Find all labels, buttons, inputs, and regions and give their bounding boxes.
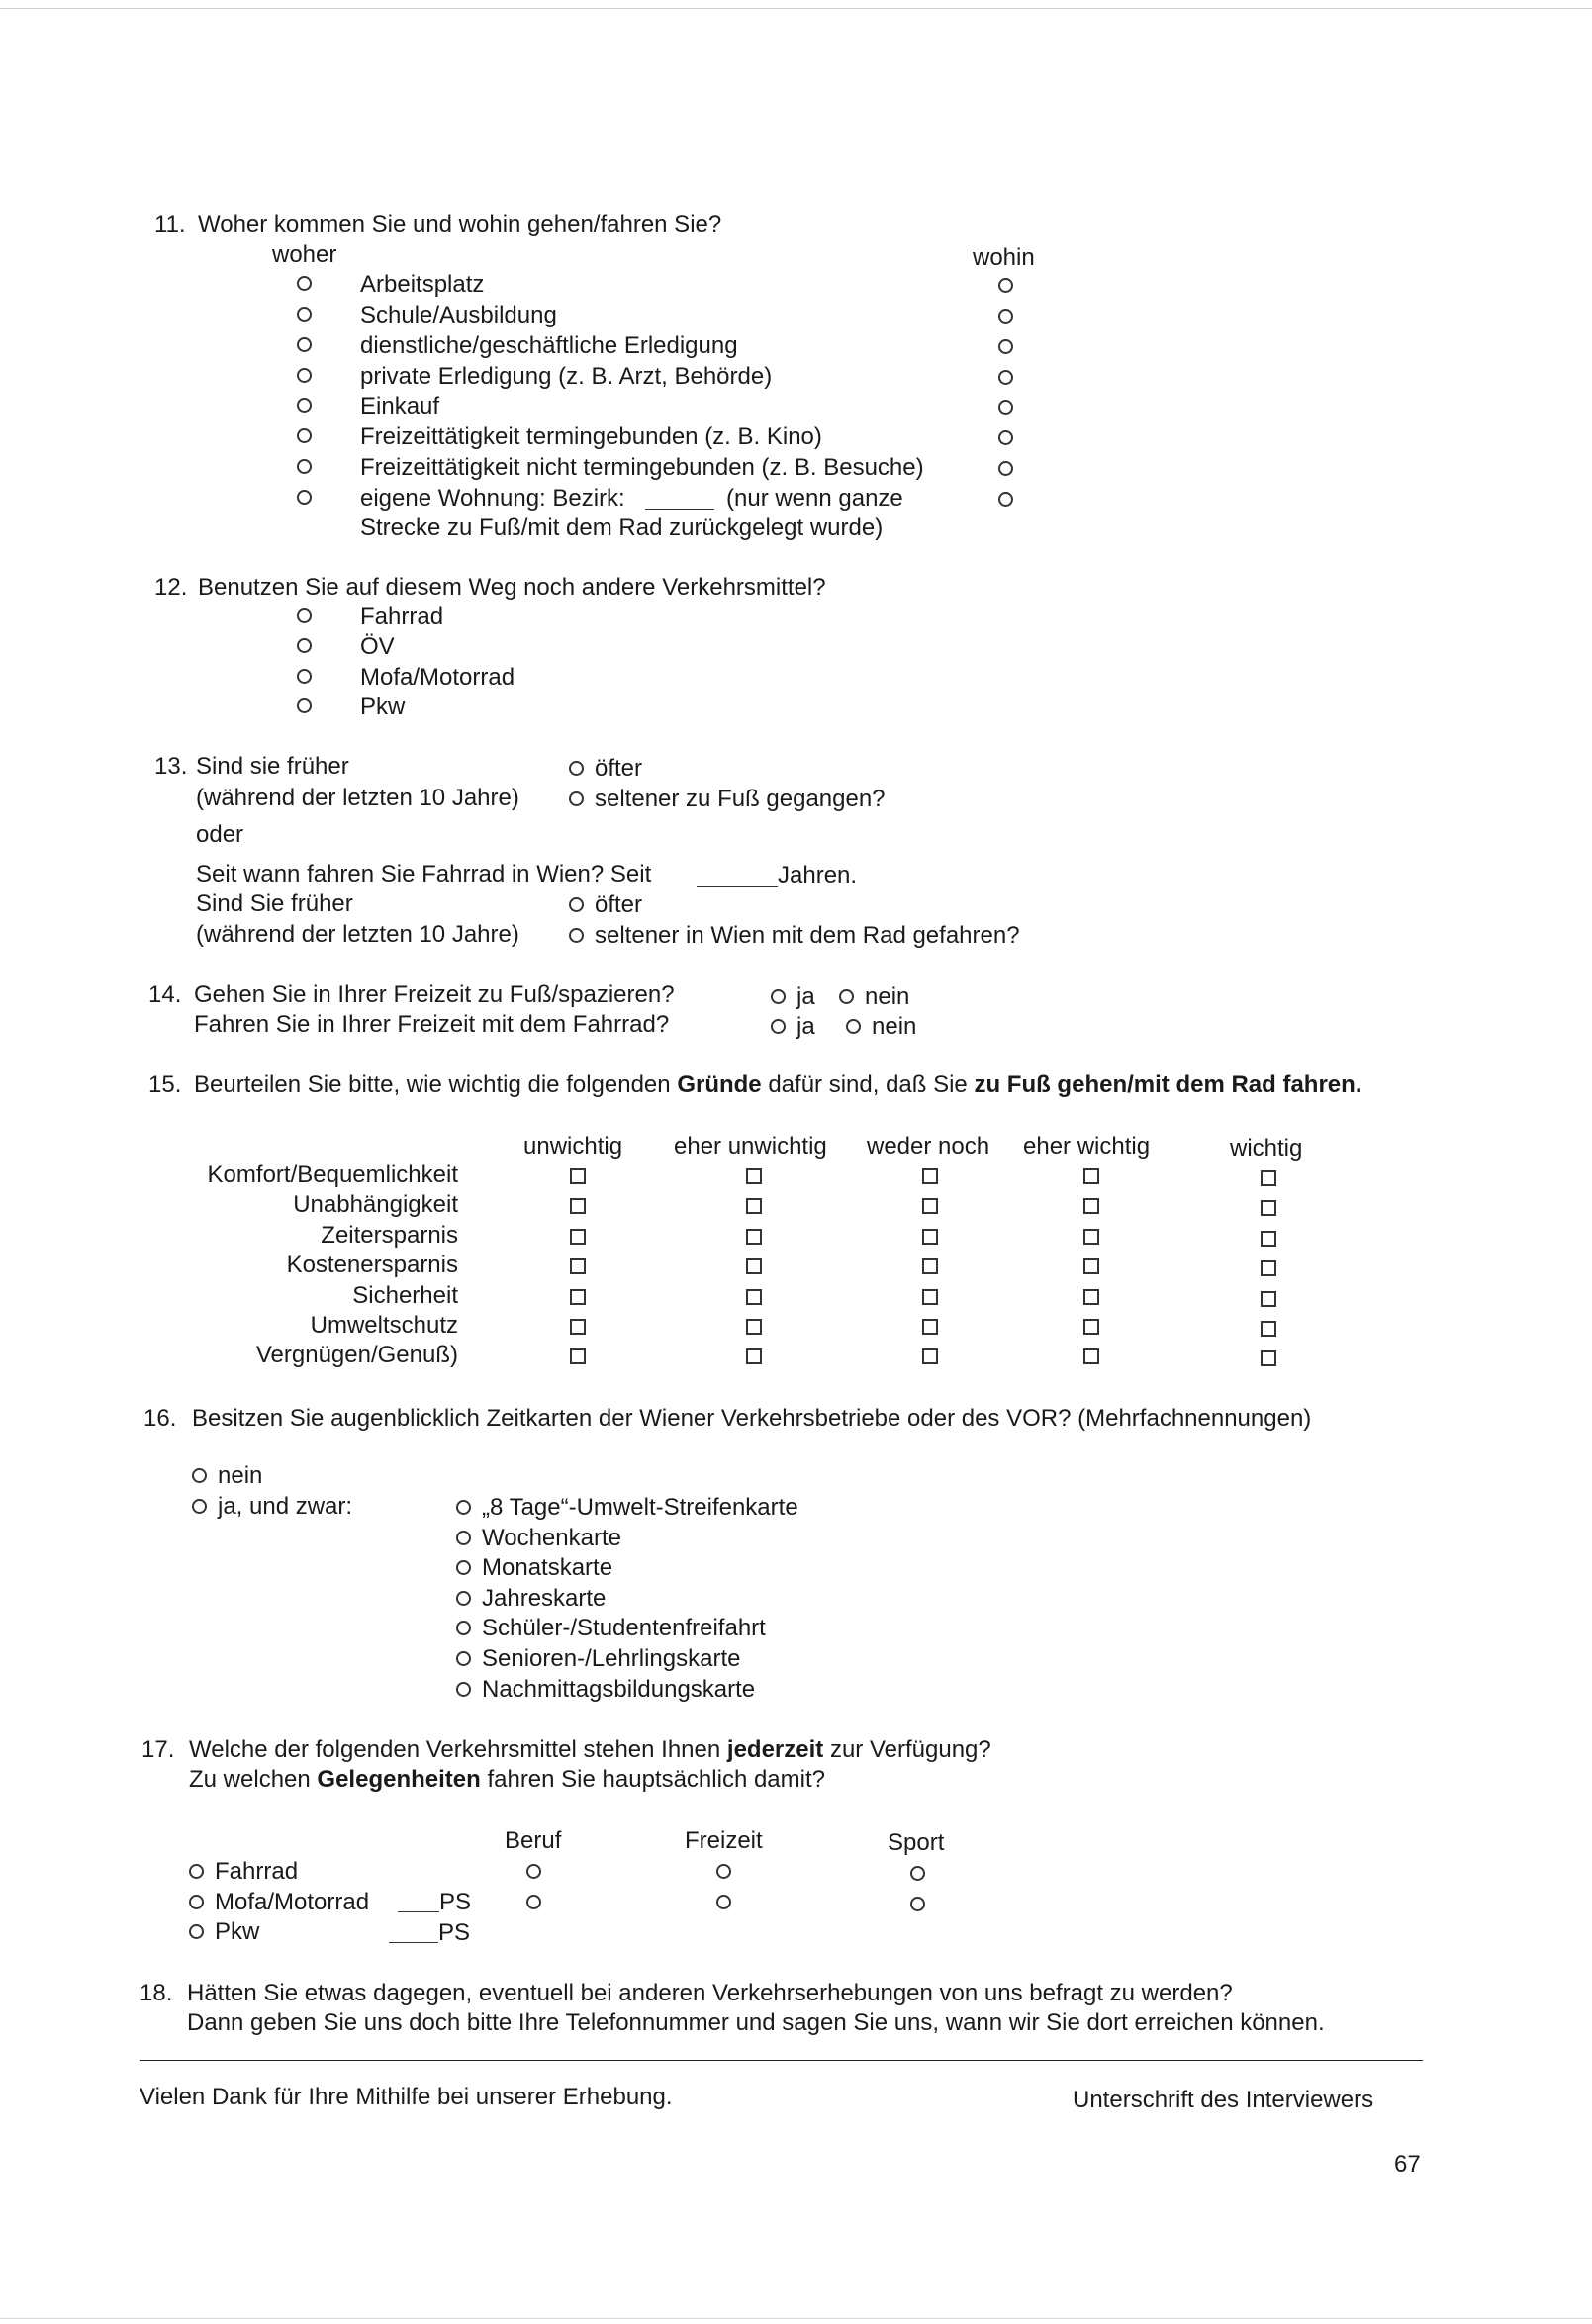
q15-rating-checkbox[interactable]	[922, 1289, 938, 1305]
q18-answer-line[interactable]	[140, 2060, 1423, 2061]
q13-bike-often-radio[interactable]	[569, 897, 584, 912]
q15-rating-checkbox[interactable]	[1261, 1321, 1276, 1337]
q15-row-label: Unabhängigkeit	[293, 1191, 458, 1218]
q14-yes-label: ja	[796, 983, 815, 1010]
q17-col-label: Beruf	[505, 1827, 562, 1854]
q11-from-radio[interactable]	[297, 368, 312, 383]
q11-home-note: (nur wenn ganze	[726, 485, 903, 511]
q12-option-label: Mofa/Motorrad	[360, 664, 515, 691]
q12-option-label: ÖV	[360, 633, 395, 660]
q15-rating-checkbox[interactable]	[922, 1319, 938, 1335]
q11-option-label: dienstliche/geschäftliche Erledigung	[360, 332, 738, 359]
q12-radio[interactable]	[297, 638, 312, 653]
q17-vehicle-radio[interactable]	[189, 1924, 204, 1939]
q15-rating-checkbox[interactable]	[570, 1168, 586, 1184]
q15-rating-checkbox[interactable]	[922, 1198, 938, 1214]
q15-scale-label: eher unwichtig	[674, 1133, 827, 1160]
q15-rating-checkbox[interactable]	[922, 1348, 938, 1364]
q11-col-woher: woher	[272, 241, 337, 268]
signature-label: Unterschrift des Interviewers	[1073, 2087, 1374, 2113]
q13-years-label: Jahren.	[778, 862, 858, 888]
q13-walk-often-radio[interactable]	[569, 761, 584, 776]
q13-rare-bike-label: seltener in Wien mit dem Rad gefahren?	[595, 922, 1020, 949]
q12-title: Benutzen Sie auf diesem Weg noch andere Verkehrsmittel?	[198, 574, 826, 601]
q11-option-label: private Erledigung (z. B. Arzt, Behörde)	[360, 363, 773, 390]
q16-ticket-radio[interactable]	[456, 1560, 471, 1575]
q12-option-label: Pkw	[360, 694, 406, 720]
q15-rating-checkbox[interactable]	[1083, 1229, 1099, 1245]
q15-rating-checkbox[interactable]	[746, 1348, 762, 1364]
q16-ticket-radio[interactable]	[456, 1591, 471, 1606]
q16-ticket-radio[interactable]	[456, 1621, 471, 1635]
page-number: 67	[1394, 2151, 1421, 2178]
scan-edge-bottom	[0, 2318, 1592, 2319]
q11-from-radio[interactable]	[297, 490, 312, 505]
q15-rating-checkbox[interactable]	[1083, 1319, 1099, 1335]
q11-number: 11.	[154, 211, 186, 237]
q11-from-radio[interactable]	[297, 337, 312, 352]
q17-ps-blank[interactable]	[389, 1942, 438, 1943]
q15-rating-checkbox[interactable]	[922, 1229, 938, 1245]
q11-option-label: Arbeitsplatz	[360, 271, 485, 298]
q16-ticket-label: Wochenkarte	[482, 1525, 621, 1551]
q13-bike-rare-radio[interactable]	[569, 928, 584, 943]
scan-edge-top	[0, 8, 1592, 9]
q15-number: 15.	[148, 1071, 182, 1098]
q16-no-radio[interactable]	[192, 1468, 207, 1483]
q17-occasion-radio[interactable]	[910, 1866, 925, 1881]
q11-from-radio[interactable]	[297, 398, 312, 413]
q17-occasion-radio[interactable]	[716, 1864, 731, 1879]
q18-line1: Hätten Sie etwas dagegen, eventuell bei anderen Verkehrserhebungen von uns befragt zu werden?	[187, 1980, 1233, 2006]
q17-vehicle-label: Fahrrad	[215, 1858, 299, 1885]
q13-often-label: öfter	[595, 755, 643, 782]
q15-rating-checkbox[interactable]	[1261, 1231, 1276, 1247]
q12-number: 12.	[154, 574, 188, 601]
q13-rare-walk-label: seltener zu Fuß gegangen?	[595, 786, 886, 812]
q15-rating-checkbox[interactable]	[570, 1258, 586, 1274]
q11-option-label: Freizeittätigkeit nicht termingebunden (z. B. Besuche)	[360, 454, 924, 481]
q14-walk-no-radio[interactable]	[839, 989, 854, 1004]
q12-radio[interactable]	[297, 669, 312, 684]
q15-rating-checkbox[interactable]	[570, 1289, 586, 1305]
q11-from-radio[interactable]	[297, 307, 312, 322]
q17-ps-label: PS	[438, 1919, 471, 1946]
q11-from-radio[interactable]	[297, 428, 312, 443]
q15-rating-checkbox[interactable]	[1261, 1200, 1276, 1216]
q15-rating-checkbox[interactable]	[1083, 1258, 1099, 1274]
q14-bike-question: Fahren Sie in Ihrer Freizeit mit dem Fahrrad?	[194, 1011, 670, 1038]
q11-option-label: Freizeittätigkeit termingebunden (z. B. Kino)	[360, 423, 822, 450]
q15-scale-label: unwichtig	[523, 1133, 623, 1160]
q14-walk-yes-radio[interactable]	[771, 989, 786, 1004]
q14-yes-label: ja	[796, 1013, 815, 1040]
q17-occasion-radio[interactable]	[526, 1864, 541, 1879]
q11-from-radio[interactable]	[297, 276, 312, 291]
q15-scale-label: eher wichtig	[1023, 1133, 1151, 1160]
q11-home-note-2: Strecke zu Fuß/mit dem Rad zurückgelegt wurde)	[360, 514, 884, 541]
q13-years-blank[interactable]	[697, 886, 778, 887]
q11-col-wohin: wohin	[973, 244, 1035, 271]
q13-oder: oder	[196, 821, 244, 848]
q13-line3: Sind Sie früher	[196, 890, 353, 917]
q15-rating-checkbox[interactable]	[1083, 1289, 1099, 1305]
q16-ticket-label: Jahreskarte	[482, 1585, 607, 1612]
q14-no-label: nein	[872, 1013, 917, 1040]
q11-to-radio[interactable]	[998, 492, 1013, 507]
q11-option-label: Einkauf	[360, 393, 440, 419]
q11-to-radio[interactable]	[998, 309, 1013, 324]
q16-ticket-radio[interactable]	[456, 1500, 471, 1515]
q15-row-label: Zeitersparnis	[321, 1222, 458, 1249]
q16-ticket-label: „8 Tage“-Umwelt-Streifenkarte	[482, 1494, 798, 1521]
q15-rating-checkbox[interactable]	[746, 1258, 762, 1274]
q11-to-radio[interactable]	[998, 278, 1013, 293]
q12-option-label: Fahrrad	[360, 604, 444, 630]
q16-number: 16.	[143, 1405, 177, 1432]
q16-ticket-label: Senioren-/Lehrlingskarte	[482, 1645, 741, 1672]
q13-since-question: Seit wann fahren Sie Fahrrad in Wien? Seit	[196, 861, 652, 887]
q11-to-radio[interactable]	[998, 339, 1013, 354]
q15-row-label: Sicherheit	[352, 1282, 458, 1309]
q11-to-radio[interactable]	[998, 461, 1013, 476]
q17-vehicle-label: Mofa/Motorrad	[215, 1889, 370, 1915]
q15-title: Beurteilen Sie bitte, wie wichtig die folgenden Gründe dafür sind, daß Sie zu Fuß gehen/mit dem Rad fahren.	[194, 1071, 1362, 1098]
q11-from-radio[interactable]	[297, 459, 312, 474]
q11-to-radio[interactable]	[998, 400, 1013, 415]
q18-line2: Dann geben Sie uns doch bitte Ihre Telefonnummer und sagen Sie uns, wann wir Sie dort erreichen können.	[187, 2009, 1325, 2036]
q15-rating-checkbox[interactable]	[746, 1198, 762, 1214]
q15-rating-checkbox[interactable]	[570, 1229, 586, 1245]
q17-vehicle-label: Pkw	[215, 1918, 260, 1945]
thanks-note: Vielen Dank für Ihre Mithilfe bei unserer Erhebung.	[140, 2084, 673, 2110]
q15-rating-checkbox[interactable]	[1261, 1350, 1276, 1366]
q15-rating-checkbox[interactable]	[1261, 1291, 1276, 1307]
q14-walk-question: Gehen Sie in Ihrer Freizeit zu Fuß/spazieren?	[194, 981, 675, 1008]
q16-ticket-label: Nachmittagsbildungskarte	[482, 1676, 756, 1703]
q15-row-label: Komfort/Bequemlichkeit	[207, 1162, 458, 1188]
q15-rating-checkbox[interactable]	[922, 1168, 938, 1184]
q17-line1: Welche der folgenden Verkehrsmittel stehen Ihnen jederzeit zur Verfügung?	[189, 1736, 991, 1763]
q16-ticket-radio[interactable]	[456, 1682, 471, 1697]
q18-number: 18.	[140, 1980, 173, 2006]
q15-rating-checkbox[interactable]	[746, 1229, 762, 1245]
q17-occasion-radio[interactable]	[910, 1897, 925, 1911]
q14-bike-yes-radio[interactable]	[771, 1019, 786, 1034]
q15-rating-checkbox[interactable]	[1261, 1170, 1276, 1186]
q15-rating-checkbox[interactable]	[746, 1319, 762, 1335]
q15-row-label: Vergnügen/Genuß)	[255, 1342, 458, 1368]
q16-ticket-label: Monatskarte	[482, 1554, 613, 1581]
q17-vehicle-radio[interactable]	[189, 1895, 204, 1909]
q16-title: Besitzen Sie augenblicklich Zeitkarten der Wiener Verkehrsbetriebe oder des VOR? (Mehrfachnennungen)	[192, 1405, 1312, 1432]
q13-number: 13.	[154, 753, 188, 780]
q17-number: 17.	[141, 1736, 175, 1763]
q17-col-label: Freizeit	[685, 1827, 763, 1854]
q11-district-blank[interactable]	[645, 509, 714, 510]
q15-row-label: Kostenersparnis	[286, 1252, 458, 1278]
q15-rating-checkbox[interactable]	[570, 1319, 586, 1335]
q11-home-label: eigene Wohnung: Bezirk:	[360, 485, 625, 511]
q12-radio[interactable]	[297, 698, 312, 713]
q14-number: 14.	[148, 981, 182, 1008]
q11-title: Woher kommen Sie und wohin gehen/fahren Sie?	[198, 211, 722, 237]
q13-often-label-2: öfter	[595, 891, 643, 918]
q17-ps-blank[interactable]	[398, 1911, 439, 1912]
q13-walk-rare-radio[interactable]	[569, 791, 584, 806]
q12-radio[interactable]	[297, 608, 312, 623]
q13-line1: Sind sie früher	[196, 753, 349, 780]
q17-occasion-radio[interactable]	[716, 1895, 731, 1909]
q17-col-label: Sport	[888, 1829, 945, 1856]
q16-ticket-radio[interactable]	[456, 1531, 471, 1545]
q17-line2: Zu welchen Gelegenheiten fahren Sie hauptsächlich damit?	[189, 1766, 825, 1793]
q15-row-label: Umweltschutz	[310, 1312, 458, 1339]
q15-rating-checkbox[interactable]	[922, 1258, 938, 1274]
q15-rating-checkbox[interactable]	[1261, 1260, 1276, 1276]
q13-line4: (während der letzten 10 Jahre)	[196, 921, 519, 948]
q11-option-label: Schule/Ausbildung	[360, 302, 557, 328]
q14-no-label: nein	[865, 983, 910, 1010]
q15-rating-checkbox[interactable]	[1083, 1198, 1099, 1214]
q11-to-radio[interactable]	[998, 430, 1013, 445]
q16-ticket-radio[interactable]	[456, 1651, 471, 1666]
q15-rating-checkbox[interactable]	[746, 1289, 762, 1305]
q14-bike-no-radio[interactable]	[846, 1019, 861, 1034]
q15-scale-label: wichtig	[1230, 1135, 1303, 1162]
q15-scale-label: weder noch	[867, 1133, 990, 1160]
q15-rating-checkbox[interactable]	[1083, 1348, 1099, 1364]
q17-ps-label: PS	[439, 1889, 472, 1915]
q16-no-label: nein	[218, 1462, 263, 1489]
q11-to-radio[interactable]	[998, 370, 1013, 385]
q15-rating-checkbox[interactable]	[746, 1168, 762, 1184]
q15-rating-checkbox[interactable]	[570, 1198, 586, 1214]
q17-occasion-radio[interactable]	[526, 1895, 541, 1909]
q15-rating-checkbox[interactable]	[570, 1348, 586, 1364]
q16-yes-label: ja, und zwar:	[218, 1493, 353, 1520]
q13-line2: (während der letzten 10 Jahre)	[196, 785, 519, 811]
q16-yes-radio[interactable]	[192, 1499, 207, 1514]
q17-vehicle-radio[interactable]	[189, 1864, 204, 1879]
q15-rating-checkbox[interactable]	[1083, 1168, 1099, 1184]
q16-ticket-label: Schüler-/Studentenfreifahrt	[482, 1615, 766, 1641]
